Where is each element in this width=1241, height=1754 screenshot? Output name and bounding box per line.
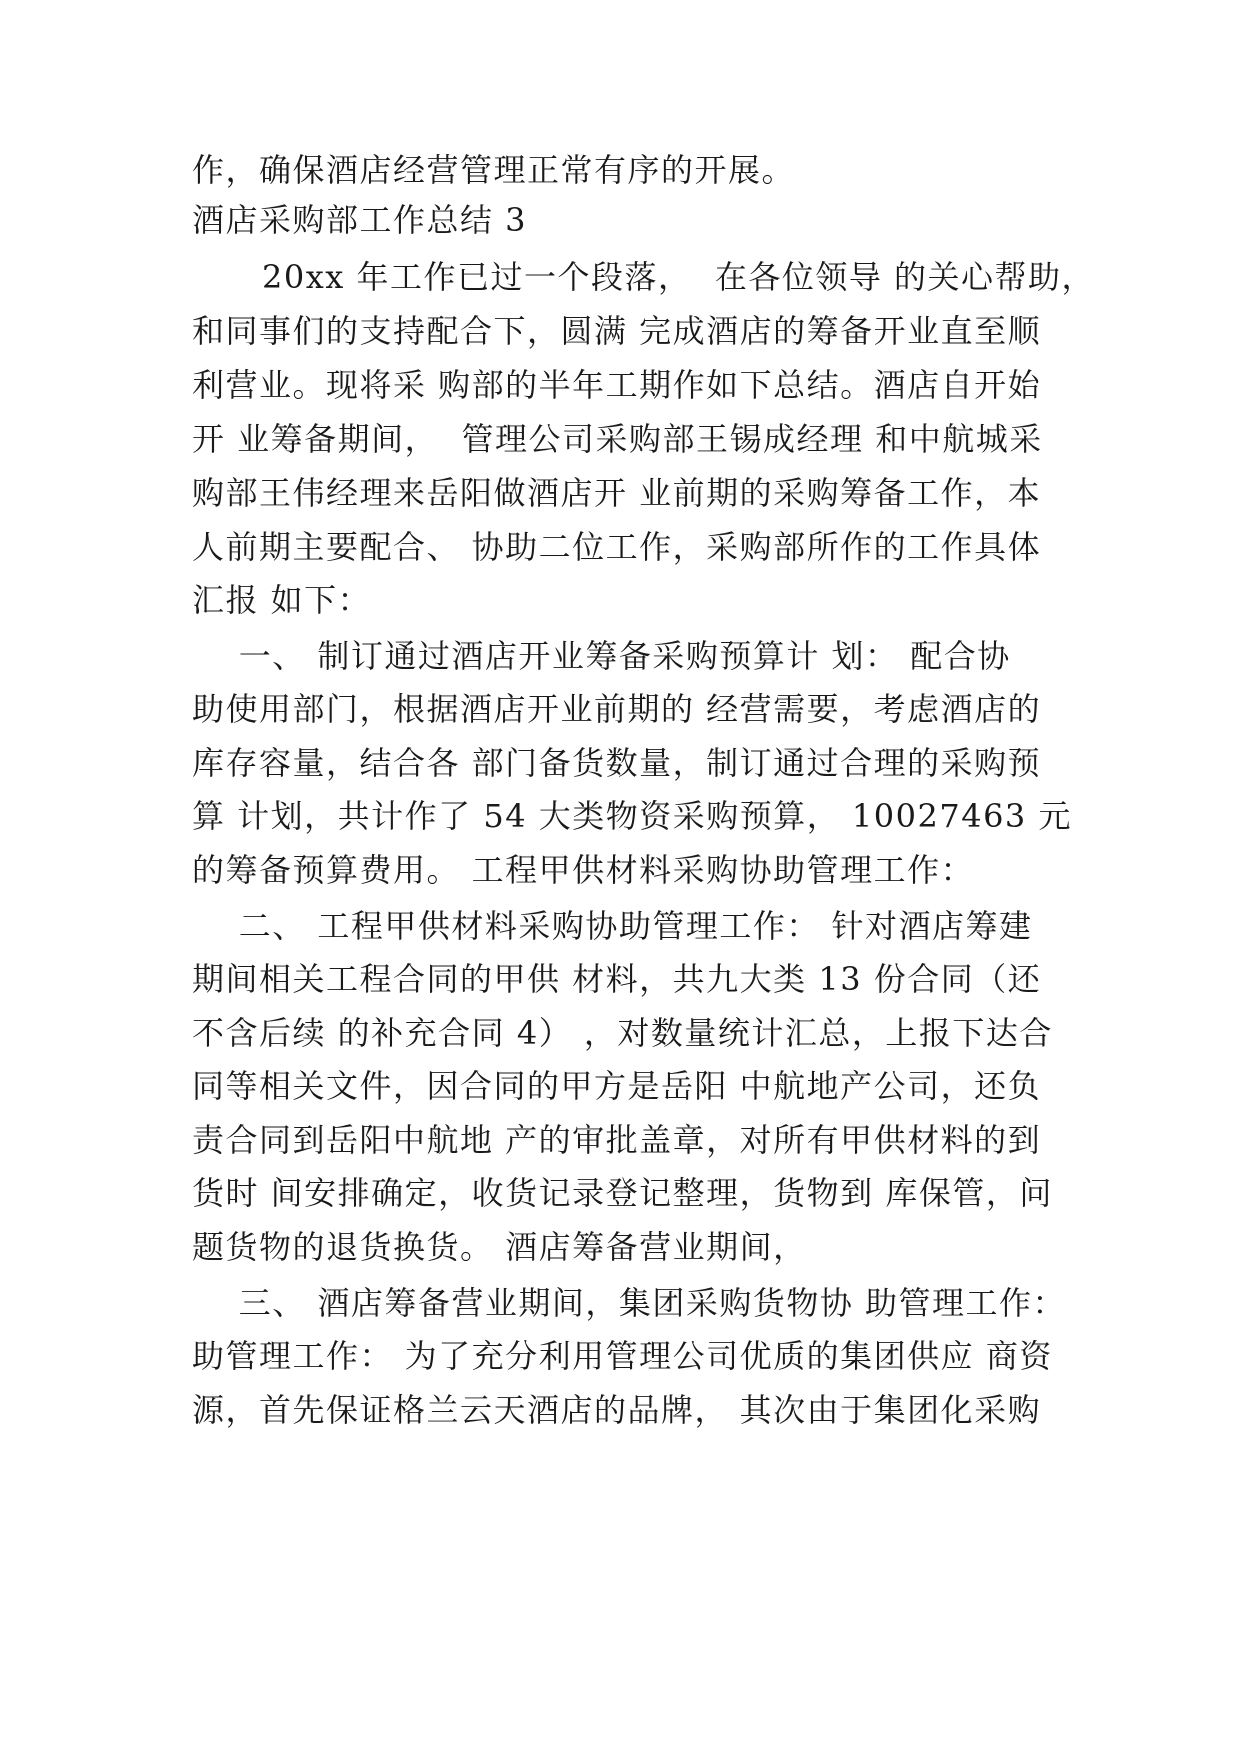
text-line: 和同事们的支持配合下，圆满 完成酒店的筹备开业直至顺 bbox=[192, 312, 1042, 350]
text-line: 三、 酒店筹备营业期间，集团采购货物协 助管理工作： bbox=[192, 1284, 1067, 1322]
text-line: 货时 间安排确定，收货记录登记整理，货物到 库保管，问 bbox=[192, 1174, 1053, 1212]
text-line: 人前期主要配合、 协助二位工作，采购部所作的工作具体 bbox=[192, 528, 1042, 566]
text-line: 同等相关文件，因合同的甲方是岳阳 中航地产公司，还负 bbox=[192, 1067, 1042, 1105]
text-line: 算 计划，共计作了 54 大类物资采购预算， 10027463 元 bbox=[192, 797, 1072, 835]
text-line: 库存容量，结合各 部门备货数量，制订通过合理的采购预 bbox=[192, 744, 1042, 782]
text-line: 助管理工作： 为了充分利用管理公司优质的集团供应 商资 bbox=[192, 1337, 1053, 1375]
text-line: 不含后续 的补充合同 4） ，对数量统计汇总，上报下达合 bbox=[192, 1014, 1053, 1052]
text-line: 利营业。现将采 购部的半年工期作如下总结。酒店自开始 bbox=[192, 366, 1042, 404]
text-line: 二、 工程甲供材料采购协助管理工作： 针对酒店筹建 bbox=[192, 907, 1033, 945]
text-line: 开 业筹备期间， 管理公司采购部王锡成经理 和中航城采 bbox=[192, 420, 1043, 458]
text-line: 题货物的退货换货。 酒店筹备营业期间， bbox=[192, 1228, 807, 1266]
text-line: 购部王伟经理来岳阳做酒店开 业前期的采购筹备工作，本 bbox=[192, 474, 1042, 512]
text-line: 作，确保酒店经营管理正常有序的开展。 bbox=[192, 151, 796, 189]
text-line: 汇报 如下： bbox=[192, 581, 372, 619]
section-heading: 酒店采购部工作总结 3 bbox=[192, 201, 528, 239]
text-line: 源，首先保证格兰云天酒店的品牌， 其次由于集团化采购 bbox=[192, 1391, 1042, 1429]
text-line: 的筹备预算费用。 工程甲供材料采购协助管理工作： bbox=[192, 851, 975, 889]
text-line: 20xx 年工作已过一个段落， 在各位领导 的关心帮助， bbox=[192, 258, 1096, 296]
text-line: 一、 制订通过酒店开业筹备采购预算计 划： 配合协 bbox=[192, 637, 1011, 675]
text-line: 助使用部门，根据酒店开业前期的 经营需要，考虑酒店的 bbox=[192, 690, 1042, 728]
text-line: 责合同到岳阳中航地 产的审批盖章，对所有甲供材料的到 bbox=[192, 1121, 1042, 1159]
text-line: 期间相关工程合同的甲供 材料，共九大类 13 份合同（还 bbox=[192, 960, 1042, 998]
